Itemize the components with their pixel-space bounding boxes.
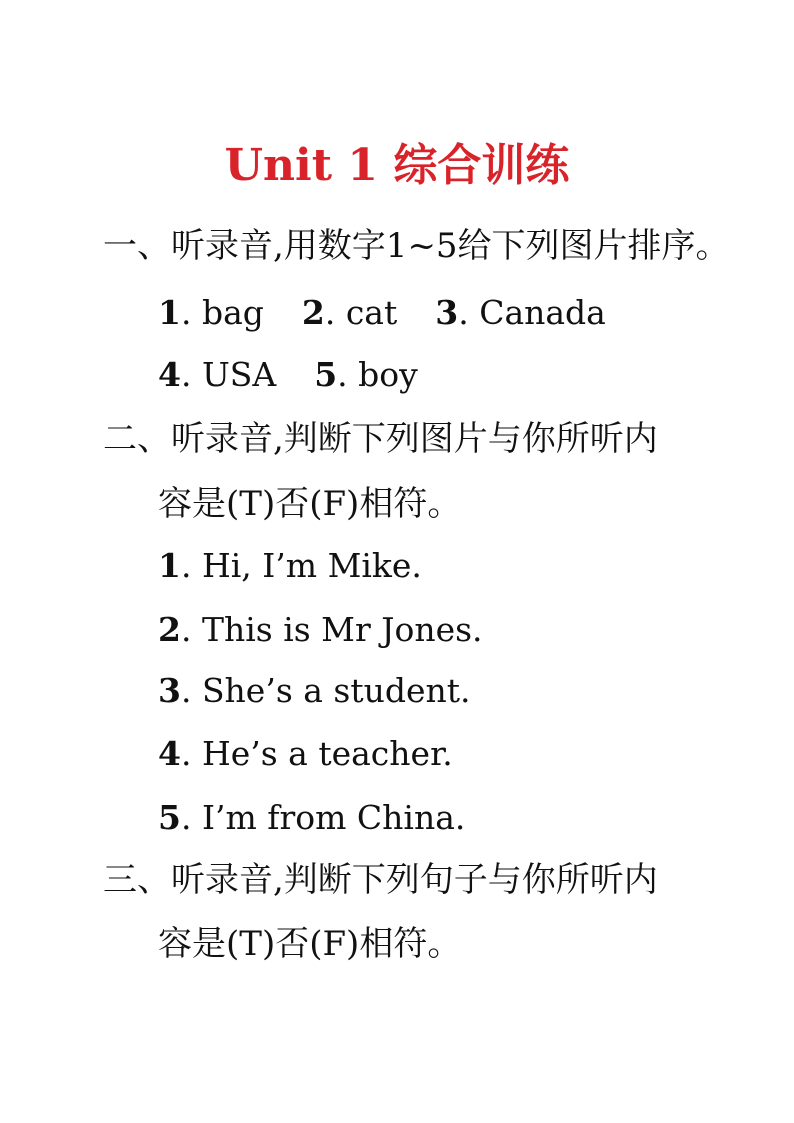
page-title: Unit 1 综合训练 bbox=[224, 140, 570, 191]
section-1-words-row-2 bbox=[158, 352, 418, 398]
sentence-item-2: 2. This is Mr Jones. bbox=[158, 610, 483, 649]
word-item-5: 5. boy bbox=[314, 355, 418, 394]
word-item-1: 1. bag bbox=[158, 293, 264, 332]
section-1-heading: 一、听录音,用数字1~5给下列图片排序。 bbox=[103, 226, 730, 266]
section-3-heading-line-1: 三、听录音,判断下列句子与你所听内 bbox=[103, 860, 658, 900]
sentence-item-3: 3. She’s a student. bbox=[158, 671, 471, 710]
sentence-item-1: 1. Hi, I’m Mike. bbox=[158, 546, 422, 585]
word-item-2: 2. cat bbox=[301, 293, 398, 332]
sentence-item-4: 4. He’s a teacher. bbox=[158, 734, 453, 773]
section-2-heading-line-1: 二、听录音,判断下列图片与你所听内 bbox=[103, 419, 658, 459]
section-1-words-row-1 bbox=[158, 290, 606, 336]
section-2-heading-line-2: 容是(T)否(F)相符。 bbox=[158, 484, 462, 524]
word-item-4: 4. USA bbox=[158, 355, 277, 394]
section-3-heading-line-2: 容是(T)否(F)相符。 bbox=[158, 924, 462, 964]
word-item-3: 3. Canada bbox=[435, 293, 606, 332]
sentence-item-5: 5. I’m from China. bbox=[158, 798, 466, 837]
